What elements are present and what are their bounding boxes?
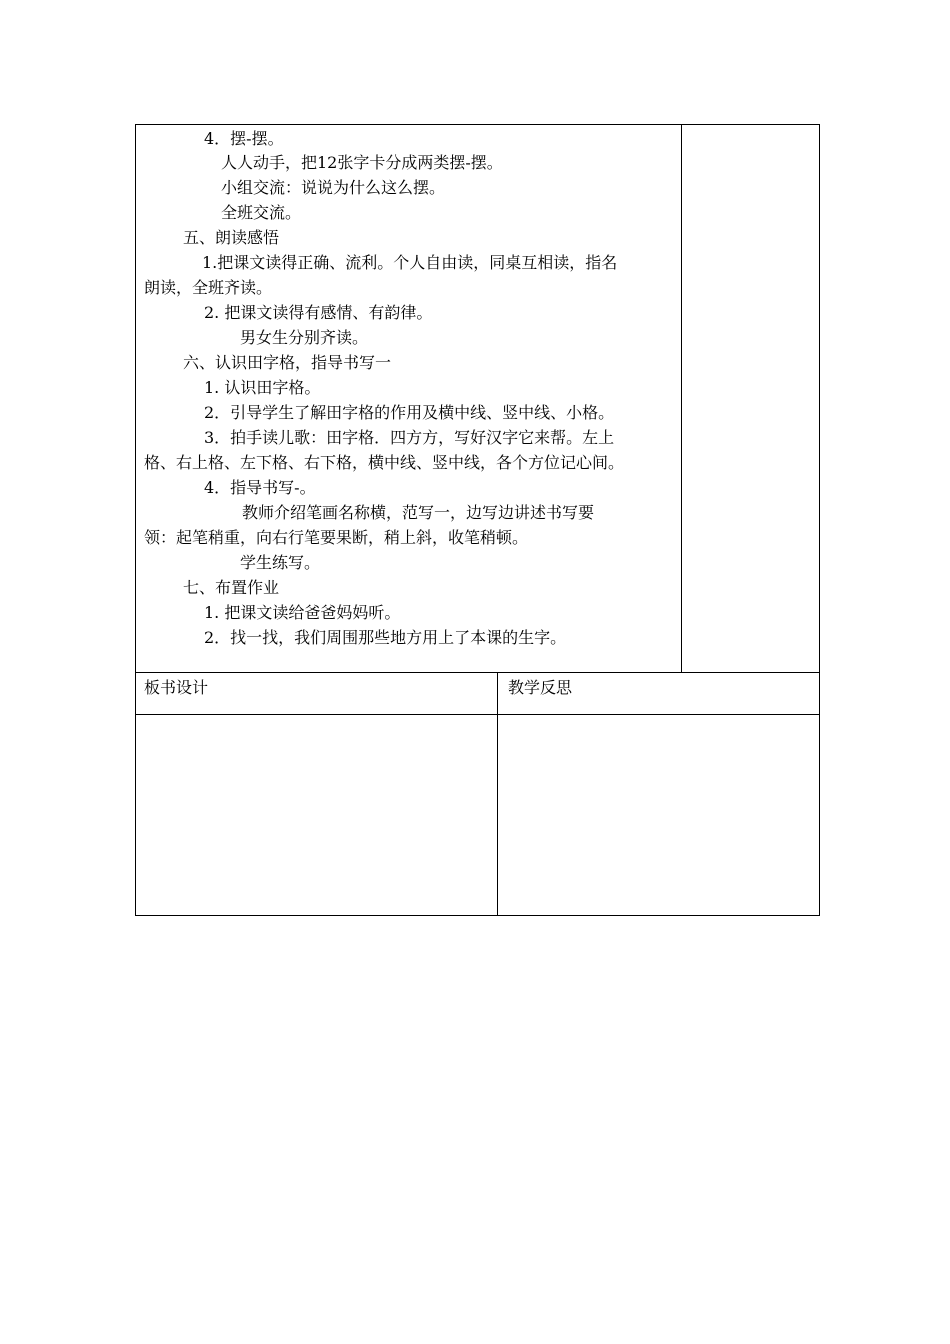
- text-line: 1. 认识田字格。: [204, 378, 321, 397]
- text-line: 人人动手，把12张字卡分成两类摆-摆。: [221, 153, 503, 172]
- text-line: 领：起笔稍重，向右行笔要果断，稍上斜，收笔稍顿。: [144, 528, 529, 547]
- board-design-area: [136, 715, 498, 915]
- text-line: 小组交流：说说为什么这么摆。: [221, 178, 446, 197]
- text-line: 1. 把课文读给爸爸妈妈听。: [204, 603, 401, 622]
- text-line: 4．指导书写-。: [204, 478, 316, 497]
- section-heading: 六、认识田字格，指导书写一: [183, 353, 392, 372]
- teaching-reflection-header: [498, 673, 820, 715]
- text-line: 2．找一找，我们周围那些地方用上了本课的生字。: [204, 628, 567, 647]
- notes-cell: [682, 125, 820, 673]
- text-line: 男女生分别齐读。: [240, 328, 369, 347]
- text-line: 格、右上格、左下格、右下格，横中线、竖中线，各个方位记心间。: [144, 453, 625, 472]
- section-heading: 五、朗读感悟: [183, 228, 280, 247]
- text-line: 全班交流。: [221, 203, 302, 222]
- text-line: 教师介绍笔画名称横，范写一，边写边讲述书写要: [242, 503, 595, 522]
- text-line: 2. 把课文读得有感情、有韵律。: [204, 303, 433, 322]
- teaching-reflection-area: [498, 715, 820, 915]
- board-design-header: [136, 673, 498, 715]
- text-line: 学生练写。: [240, 553, 321, 572]
- teaching-process-cell: [136, 125, 682, 673]
- board-design-label: 板书设计: [144, 678, 209, 697]
- text-line: 朗读，全班齐读。: [144, 278, 273, 297]
- teaching-reflection-label: 教学反思: [508, 678, 573, 697]
- text-line: 4．摆-摆。: [204, 129, 284, 148]
- text-line: 1.把课文读得正确、流利。个人自由读，同桌互相读，指名: [202, 253, 618, 272]
- text-line: 2．引导学生了解田字格的作用及横中线、竖中线、小格。: [204, 403, 615, 422]
- section-heading: 七、布置作业: [183, 578, 280, 597]
- text-line: 3．拍手读儿歌：田字格．四方方，写好汉字它来帮。左上: [204, 428, 615, 447]
- lesson-plan-table: [135, 124, 820, 916]
